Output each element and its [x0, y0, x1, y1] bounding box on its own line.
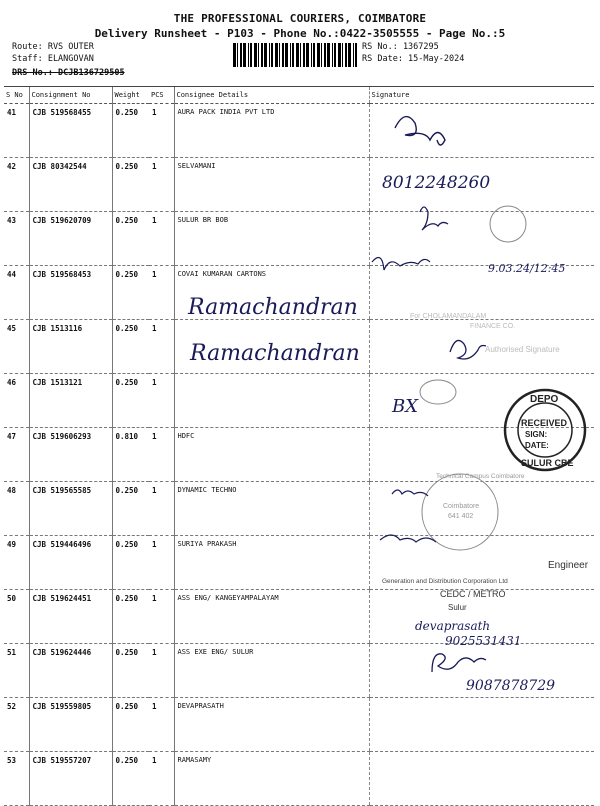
row-pcs: 1	[149, 698, 174, 752]
row-weight: 0.250	[112, 266, 149, 320]
row-weight: 0.250	[112, 320, 149, 374]
row-signature	[369, 158, 594, 212]
handwritten-phone-42: 8012248260	[382, 173, 491, 193]
row-sno: 41	[4, 104, 29, 158]
table-row	[4, 320, 594, 374]
table-header-row	[4, 87, 594, 104]
row-weight: 0.810	[112, 428, 149, 482]
row-signature	[369, 104, 594, 158]
table-row	[4, 104, 594, 158]
row-consignment: CJB 1513116	[29, 320, 112, 374]
handwritten-name-46: Ramachandran	[190, 341, 360, 366]
table-row	[4, 482, 594, 536]
row-sno: 42	[4, 158, 29, 212]
stamp-cedc: CEDC / METRO	[440, 589, 506, 599]
row-consignment: CJB 519624446	[29, 644, 112, 698]
row-signature	[369, 374, 594, 428]
runsheet-subtitle: Delivery Runsheet - P103 - Phone No.:0422-3505555 - Page No.:5	[94, 27, 506, 40]
stamp-date: DATE:	[525, 441, 549, 450]
stamp-engineer: Engineer	[548, 560, 589, 571]
row-sno: 49	[4, 536, 29, 590]
table-row	[4, 752, 594, 806]
row-consignee	[174, 320, 369, 374]
row-sno: 53	[4, 752, 29, 806]
row-consignment: CJB 80342544	[29, 158, 112, 212]
row-sno: 50	[4, 590, 29, 644]
stamp-sulur: Sulur	[448, 603, 467, 612]
row-weight: 0.250	[112, 104, 149, 158]
drs-number: DRS No.: DCJB136729505	[12, 68, 125, 78]
row-sno: 44	[4, 266, 29, 320]
stamp-for: For CHOLAMANDALAM	[410, 313, 487, 320]
table-row	[4, 536, 594, 590]
row-pcs: 1	[149, 374, 174, 428]
row-pcs: 1	[149, 104, 174, 158]
row-signature	[369, 428, 594, 482]
row-consignee: COVAI KUMARAN CARTONS	[174, 266, 369, 320]
row-weight: 0.250	[112, 536, 149, 590]
row-sno: 46	[4, 374, 29, 428]
col-consignee: Consignee Details	[174, 87, 369, 104]
row-consignee: AURA PACK INDIA PVT LTD	[174, 104, 369, 158]
table-row	[4, 158, 594, 212]
row-signature	[369, 266, 594, 320]
handwritten-phone-53: 9087878729	[466, 678, 556, 694]
row-signature	[369, 752, 594, 806]
row-sno: 52	[4, 698, 29, 752]
table-row	[4, 374, 594, 428]
handwritten-sig-52: devaprasath	[415, 619, 491, 633]
row-consignment: CJB 519620709	[29, 212, 112, 266]
stamp-city: SULUR CBE	[521, 458, 574, 468]
stamp-finance: FINANCE CO.	[470, 323, 516, 330]
row-pcs: 1	[149, 536, 174, 590]
row-pcs: 1	[149, 482, 174, 536]
row-consignee: ASS ENG/ KANGEYAMPALAYAM	[174, 590, 369, 644]
stamp-generation: Generation and Distribution Corporation Ltd	[382, 578, 508, 585]
stamp-campus: Technical Campus Coimbatore	[436, 473, 525, 480]
handwritten-initial-47: BX	[392, 396, 419, 417]
stamp-sign: SIGN:	[525, 430, 548, 439]
col-weight: Weight	[112, 87, 149, 104]
row-signature	[369, 536, 594, 590]
row-consignee	[174, 374, 369, 428]
stamp-received: RECEIVED	[521, 418, 568, 428]
handwritten-date-44: 9.03.24/12:45	[488, 262, 566, 275]
row-consignment: CJB 519568453	[29, 266, 112, 320]
row-consignee: ASS EXE ENG/ SULUR	[174, 644, 369, 698]
row-pcs: 1	[149, 320, 174, 374]
row-consignee: SURIYA PRAKASH	[174, 536, 369, 590]
row-sno: 48	[4, 482, 29, 536]
document-title: THE PROFESSIONAL COURIERS, COIMBATORE	[173, 12, 427, 25]
row-pcs: 1	[149, 752, 174, 806]
row-consignee: RAMASAMY	[174, 752, 369, 806]
col-pcs: PCS	[149, 87, 174, 104]
row-consignment: CJB 519568455	[29, 104, 112, 158]
row-consignment: CJB 519606293	[29, 428, 112, 482]
row-sno: 45	[4, 320, 29, 374]
row-sno: 51	[4, 644, 29, 698]
row-pcs: 1	[149, 590, 174, 644]
row-signature	[369, 590, 594, 644]
route-label: Route: RVS OUTER	[12, 42, 94, 52]
rs-number: RS No.: 1367295	[362, 42, 439, 52]
stamp-pin: 641 402	[448, 513, 474, 520]
row-signature	[369, 482, 594, 536]
staff-label: Staff: ELANGOVAN	[12, 54, 94, 64]
row-consignee: DYNAMIC TECHNO	[174, 482, 369, 536]
row-weight: 0.250	[112, 482, 149, 536]
stamp-coimbatore: Coimbatore	[443, 503, 480, 510]
row-signature	[369, 212, 594, 266]
stamp-authorised: Authorised Signature	[485, 345, 560, 354]
row-weight: 0.250	[112, 212, 149, 266]
table-row	[4, 590, 594, 644]
row-sno: 47	[4, 428, 29, 482]
row-pcs: 1	[149, 212, 174, 266]
row-pcs: 1	[149, 428, 174, 482]
row-signature	[369, 644, 594, 698]
col-signature: Signature	[369, 87, 594, 104]
row-consignee: DEVAPRASATH	[174, 698, 369, 752]
row-pcs: 1	[149, 158, 174, 212]
barcode-icon	[233, 43, 357, 67]
row-weight: 0.250	[112, 644, 149, 698]
col-consignment: Consignment No	[29, 87, 112, 104]
col-sno: S No	[4, 87, 29, 104]
row-consignment: CJB 519624451	[29, 590, 112, 644]
row-weight: 0.250	[112, 698, 149, 752]
row-consignment: CJB 519557207	[29, 752, 112, 806]
rs-date: RS Date: 15-May-2024	[362, 54, 465, 64]
row-consignee: HDFC	[174, 428, 369, 482]
row-consignee: SELVAMANI	[174, 158, 369, 212]
row-consignment: CJB 1513121	[29, 374, 112, 428]
handwritten-name-45: Ramachandran	[188, 295, 358, 320]
row-weight: 0.250	[112, 752, 149, 806]
table-row	[4, 644, 594, 698]
row-consignment: CJB 519559805	[29, 698, 112, 752]
row-signature	[369, 698, 594, 752]
table-row	[4, 212, 594, 266]
row-weight: 0.250	[112, 374, 149, 428]
table-row	[4, 698, 594, 752]
row-weight: 0.250	[112, 158, 149, 212]
runsheet-table	[4, 86, 594, 806]
row-weight: 0.250	[112, 590, 149, 644]
handwritten-phone-52: 9025531431	[445, 634, 522, 648]
row-pcs: 1	[149, 266, 174, 320]
row-sno: 43	[4, 212, 29, 266]
table-row	[4, 428, 594, 482]
row-signature	[369, 320, 594, 374]
row-pcs: 1	[149, 644, 174, 698]
row-consignment: CJB 519446496	[29, 536, 112, 590]
row-consignment: CJB 519565585	[29, 482, 112, 536]
stamp-depo: DEPO	[530, 394, 559, 405]
table-row	[4, 266, 594, 320]
row-consignee: SULUR BR BOB	[174, 212, 369, 266]
